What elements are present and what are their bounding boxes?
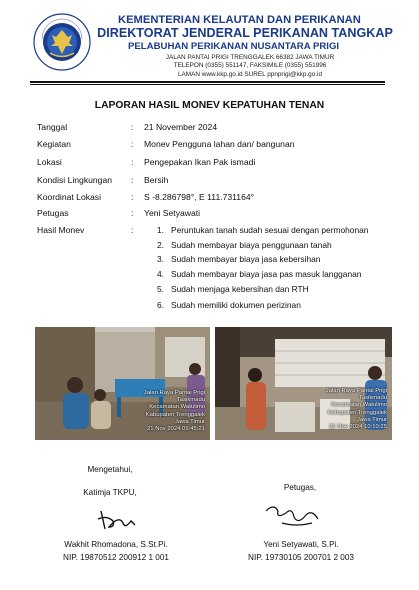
field-colon: : [131, 208, 134, 218]
letterhead-phone: TELEPON (0355) 551147, FAKSIMILE (0355) 551996 [173, 62, 327, 70]
list-number: 6. [157, 300, 164, 310]
geotag-line: Kabupaten Trenggalek [145, 411, 205, 418]
ministry-logo [33, 13, 91, 71]
field-row-lokasi [37, 157, 397, 169]
signature-left-scribble [95, 505, 140, 535]
field-row-tanggal [37, 122, 397, 134]
monitoring-photo-2 [215, 327, 392, 440]
list-number: 1. [157, 225, 164, 235]
field-colon: : [131, 225, 134, 235]
list-item [157, 240, 332, 250]
monitoring-photo-1 [35, 327, 210, 440]
geotag-line: Tasikmadu [358, 395, 387, 402]
signature-left-line2: Katimja TKPU, [83, 488, 137, 497]
field-colon: : [131, 175, 134, 185]
letterhead-contact [90, 54, 410, 79]
signature-right-nip: NIP. 19730105 200701 2 003 [248, 553, 354, 562]
list-number: 4. [157, 269, 164, 279]
geotag-line: 21 Nov 2024 10:10:25 [329, 424, 387, 431]
field-label: Petugas [37, 208, 69, 218]
list-number: 3. [157, 254, 164, 264]
letterhead-office: PELABUHAN PERIKANAN NUSANTARA PRIGI [128, 41, 340, 52]
geotag-line: Jawa Timur [356, 416, 387, 423]
geotag-line: Kecamatan Watulimo [331, 402, 387, 409]
list-text: Sudah memiliki dokumen perizinan [171, 300, 301, 310]
list-text: Sudah membayar biaya penggunaan tanah [171, 240, 332, 250]
letterhead-web: LAMAN www.kkp.go.id SUREL ppnprigi@kkp.go.id [177, 70, 323, 78]
field-colon: : [131, 157, 134, 167]
signature-right-line1: Petugas, [283, 483, 317, 492]
field-row-hasil [37, 225, 157, 237]
photo-geotag-2 [326, 388, 387, 431]
field-row-petugas [37, 208, 397, 220]
geotag-line: Jawa Timur [174, 418, 205, 425]
letterhead-directorate: DIREKTORAT JENDERAL PERIKANAN TANGKAP [97, 26, 393, 40]
field-value: Yeni Setyawati [144, 208, 201, 218]
field-value: S -8.286798°, E 111.731164° [144, 192, 255, 202]
field-value: Bersih [144, 175, 169, 185]
signature-left-name: Wakhit Rhomadona, S.St.Pi. [64, 540, 168, 549]
letterhead-rule-thin [30, 84, 385, 85]
geotag-line: 21 Nov 2024 09:45:21 [147, 426, 205, 433]
list-item [157, 269, 361, 279]
signature-left-line1: Mengetahui, [87, 465, 133, 474]
field-row-koordinat [37, 192, 397, 204]
list-text: Sudah membayar biaya jasa pas masuk langganan [171, 269, 362, 279]
field-colon: : [131, 192, 134, 202]
field-label: Lokasi [37, 157, 62, 167]
field-label: Kegiatan [37, 139, 71, 149]
field-label: Koordinat Lokasi [37, 192, 102, 202]
field-row-kegiatan [37, 139, 397, 151]
field-value: Pengepakan Ikan Pak ismadi [144, 157, 256, 167]
report-title: LAPORAN HASIL MONEV KEPATUHAN TENAN [94, 100, 325, 111]
photo-geotag-1 [144, 390, 205, 433]
geotag-line: Jalan Raya Pantai Prigi [143, 390, 205, 396]
geotag-line: Tasikmadu [176, 397, 205, 404]
geotag-line: Kabupaten Trenggalek [327, 409, 387, 416]
letterhead-rule-thick [30, 81, 385, 83]
field-colon: : [131, 122, 134, 132]
list-item [157, 284, 309, 294]
list-text: Sudah membayar biaya jasa kebersihan [171, 254, 321, 264]
field-label: Kondisi Lingkungan [37, 175, 113, 185]
geotag-line: Kecamatan Watulimo [149, 404, 205, 411]
list-number: 2. [157, 240, 164, 250]
list-item [157, 225, 368, 235]
signature-right-scribble [262, 497, 322, 531]
list-text: Peruntukan tanah sudah sesuai dengan permohonan [171, 225, 369, 235]
list-item [157, 300, 301, 310]
field-row-kondisi [37, 175, 397, 187]
field-label: Hasil Monev [37, 225, 85, 235]
field-label: Tanggal [37, 122, 68, 132]
field-colon: : [131, 139, 134, 149]
list-text: Sudah menjaga kebersihan dan RTH [171, 284, 309, 294]
field-value: 21 November 2024 [144, 122, 218, 132]
letterhead-address: JALAN PANTAI PRIGI TRENGGALEK 66382 JAWA TIMUR [165, 54, 335, 61]
list-item [157, 254, 320, 264]
signature-right-name: Yeni Setyawati, S.Pi. [263, 540, 339, 549]
field-value: Monev Pengguna lahan dan/ bangunan [144, 139, 295, 149]
signature-left-nip: NIP. 19870512 200912 1 001 [63, 553, 169, 562]
letterhead-ministry: KEMENTERIAN KELAUTAN DAN PERIKANAN [118, 14, 361, 26]
list-number: 5. [157, 284, 164, 294]
geotag-line: Jalan Raya Pantai Prigi [325, 388, 387, 394]
